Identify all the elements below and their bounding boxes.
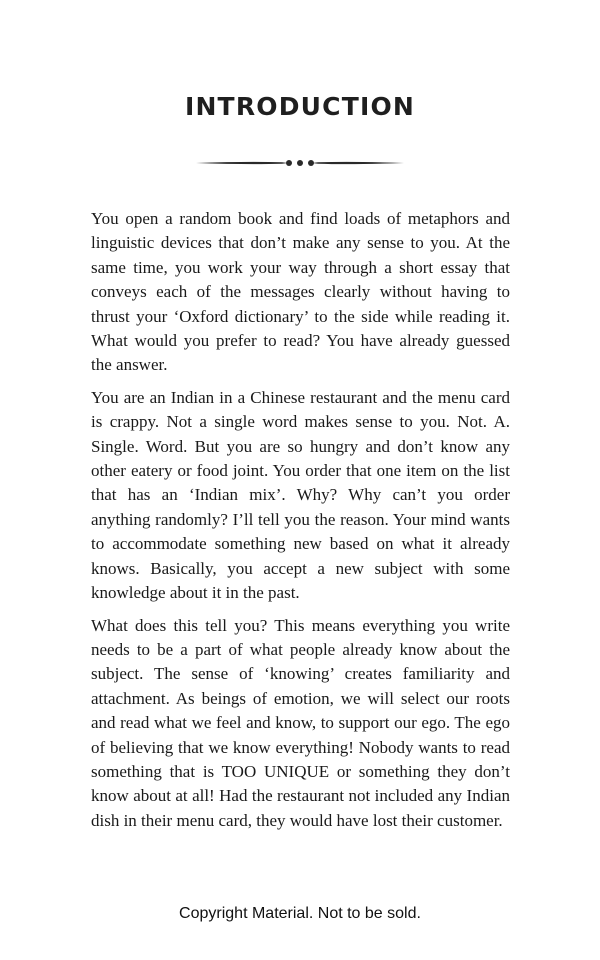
chapter-body (91, 207, 510, 841)
paragraph-3: What does this tell you? This means everything you write needs to be a part of what people already know about the subject. The sense of ‘knowing’ creates familiarity and attachment. As beings of emotion, we will select our roots and read what we feel and know, to support our ego. The ego of believing that we know everything! Nobody wants to read something that is TOO UNIQUE or something they don’t know about at all! Had the restaurant not included any Indian dish in their menu card, they would have lost their customer. (91, 615, 510, 830)
paragraph-1: You open a random book and find loads of metaphors and linguistic devices that don’t make any sense to you. At the same time, you work your way through a short essay that conveys each of the messages clearly without having to thrust your ‘Oxford dictionary’ to the side while reading it. What would you prefer to read? You have already guessed the answer. (91, 209, 510, 375)
paragraph-2: You are an Indian in a Chinese restaurant and the menu card is crappy. Not a single word makes sense to you. Not. A. Single. Word. But you are so hungry and don’t know any other eatery or food joint. You order that one item on the list that has an ‘Indian mix’. Why? Why can’t you order anything randomly? I’ll tell you the reason. Your mind wants to accommodate something new based on what it already knows. Basically, you accept a new subject with some knowledge about it in the past. (91, 387, 510, 603)
chapter-title: INTRODUCTION (184, 92, 416, 121)
copyright-notice: Copyright Material. Not to be sold. (179, 905, 421, 922)
divider-ornament-icon (196, 156, 404, 170)
